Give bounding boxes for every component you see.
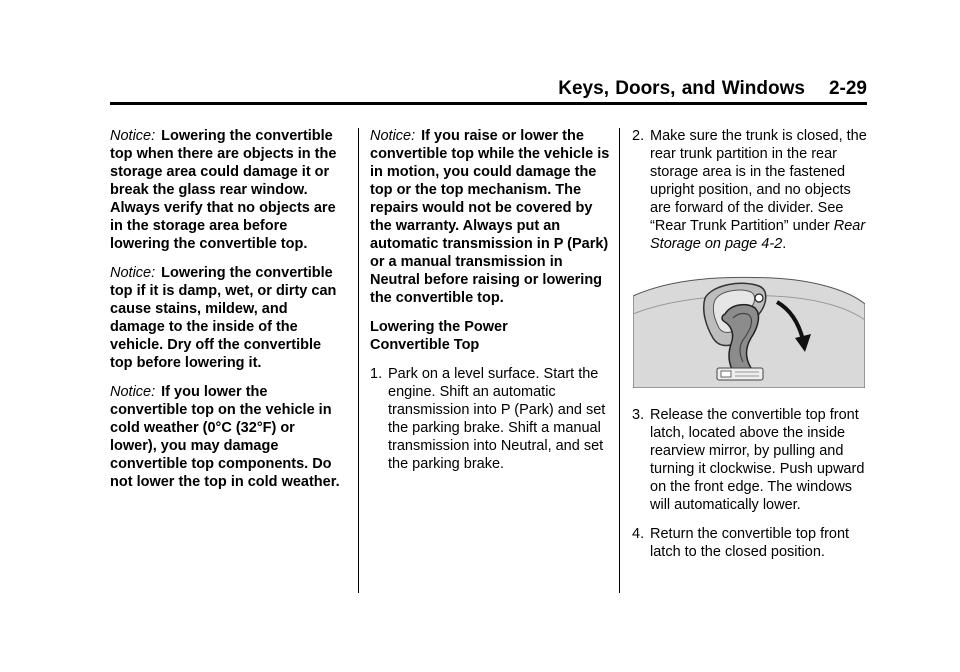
column-2 bbox=[370, 127, 610, 484]
column-divider-1 bbox=[358, 128, 359, 593]
list-item bbox=[632, 406, 872, 514]
section-heading: Lowering the Power Convertible Top bbox=[370, 319, 508, 353]
step-text: Park on a level surface. Start the engine. Shift an automatic transmission into P (Park) and set the parking brake. Shift a manual transmission into Neutral, and set the parking brake. bbox=[388, 366, 606, 472]
notice-label: Notice: bbox=[110, 384, 156, 400]
step-number: 1. bbox=[370, 366, 383, 382]
notice-paragraph bbox=[370, 127, 610, 307]
notice-label: Notice: bbox=[110, 265, 156, 281]
notice-text: If you lower the convertible top on the vehicle in cold weather (0°C (32°F) or lower), you may damage convertible top components. Do not lower the top in cold weather. bbox=[110, 384, 340, 490]
list-item bbox=[370, 365, 610, 473]
section-title: Keys, Doors, and Windows bbox=[558, 78, 805, 99]
column-3-lower bbox=[632, 406, 872, 572]
column-1 bbox=[110, 127, 342, 502]
header-title-line bbox=[558, 78, 867, 100]
step-text-end: . bbox=[782, 236, 787, 252]
step-number: 4. bbox=[632, 526, 645, 542]
notice-text: Lowering the convertible top when there are objects in the storage area could damage it or break the glass rear window. Always verify that no objects are in the storage area before lowering the convertible top. bbox=[110, 128, 337, 252]
latch-pivot bbox=[755, 294, 763, 302]
notice-text: If you raise or lower the convertible top while the vehicle is in motion, you could damage the top or the top mechanism. The repairs would not be covered by the warranty. Always put an automatic transmission in P (Park) or a manual transmission in Neutral before raising or lowering the convertible top. bbox=[370, 128, 610, 306]
column-divider-2 bbox=[619, 128, 620, 593]
step-text: Return the convertible top front latch to the closed position. bbox=[650, 526, 850, 560]
cross-reference-link[interactable]: Rear Storage on page 4-2 bbox=[650, 218, 866, 252]
notice-paragraph bbox=[110, 264, 342, 372]
page-number: 2-29 bbox=[828, 78, 867, 99]
convertible-top-latch-illustration bbox=[633, 268, 865, 388]
column-3 bbox=[632, 127, 872, 264]
step-number: 2. bbox=[632, 128, 645, 144]
lamp-switch-icon bbox=[721, 371, 731, 377]
page-header bbox=[110, 78, 867, 104]
step-text: Make sure the trunk is closed, the rear trunk partition in the rear storage area is in the fastened upright position, and no objects are forward of the divider. See “Rear Trunk Partition” under bbox=[650, 128, 867, 234]
notice-text: Lowering the convertible top if it is damp, wet, or dirty can cause stains, mildew, and damage to the inside of the vehicle. Dry off the convertible top before lowering it. bbox=[110, 265, 337, 371]
header-rule bbox=[110, 102, 867, 105]
notice-label: Notice: bbox=[370, 128, 416, 144]
list-item bbox=[632, 525, 872, 561]
notice-paragraph bbox=[110, 383, 342, 491]
step-text: Release the convertible top front latch, located above the inside rearview mirror, by pulling and turning it clockwise. Push upward on the front edge. The windows will automatically lower. bbox=[650, 407, 865, 513]
step-number: 3. bbox=[632, 407, 645, 423]
list-item bbox=[632, 127, 872, 253]
notice-label: Notice: bbox=[110, 128, 156, 144]
notice-paragraph bbox=[110, 127, 342, 253]
